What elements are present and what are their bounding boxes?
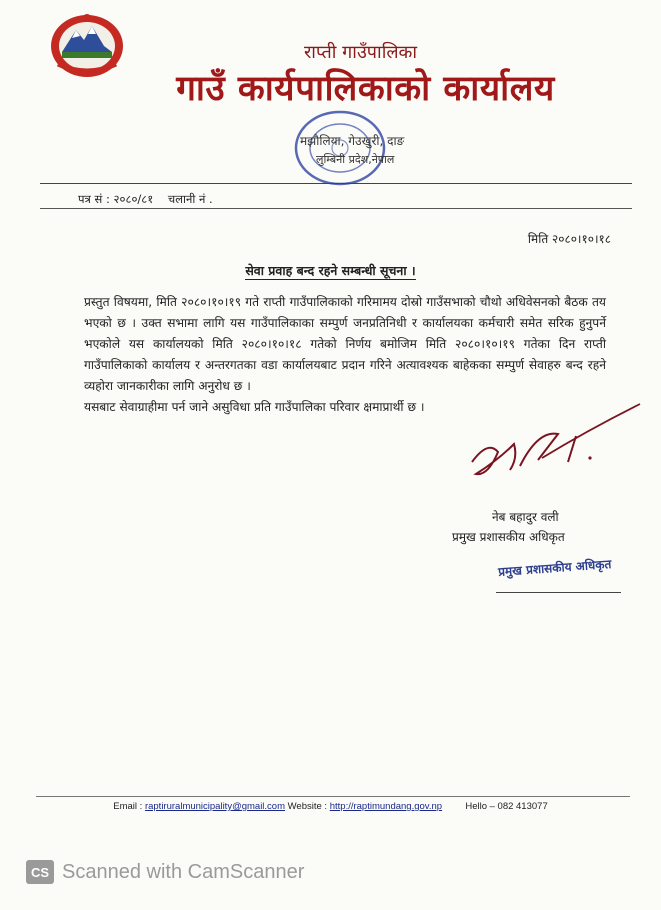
camscanner-watermark [26,860,304,884]
reference-divider [40,208,632,209]
patra-label: पत्र सं : [78,192,110,206]
email-link[interactable]: raptiruralmunicipality@gmail.com [144,801,285,812]
municipality-name: राप्ती गाउँपालिका [303,42,418,63]
subject-text: सेवा प्रवाह बन्द रहने सम्बन्धी सूचना । [245,263,416,278]
body-paragraph-2: यसबाट सेवाग्राहीमा पर्न जाने असुविधा प्रति गाउँपालिका परिवार क्षमाप्रार्थी छ । [84,400,425,414]
header-divider [40,183,632,184]
watermark-text: Scanned with CamScanner [62,860,305,883]
office-title: गाउँ कार्यपालिकाको कार्यालय [176,69,555,109]
website-link[interactable]: http://raptimundang.gov.np [329,801,443,812]
patra-value: २०८०/८१ [113,192,154,206]
website-label: Website : [287,801,328,812]
signatory-name: नेब बहादुर वली [492,510,559,524]
address-line-1: मझौलिया, गेउखुरी, दाङ [300,134,405,148]
handwritten-signature [458,400,648,490]
seal-underline [496,592,621,593]
subject-line [0,262,661,279]
letter-date: मिति २०८०।१०।१८ [527,232,611,246]
reference-line [78,192,213,207]
phone-text: Hello – 082 413077 [465,801,548,812]
body-paragraph-1: प्रस्तुत विषयमा, मिति २०८०।१०।१९ गते राप्ती गाउँपालिकाको गरिमामय दोस्रो गाउँसभाको चौथो अधिवेसनको बैठक तय भएको छ । उक्त सभामा लागि यस गाउँपालिकाका सम्पुर्ण जनप्रतिनिधी र कार्यालयका कर्मचारी समेत सरिक हुनुपर्ने भएकोले यस कार्यालयको मिति २०८०।१०।१८ गतेको निर्णय बमोजिम मिति २०८०।१०।१९ गतेका दिन राप्ती गाउँपालिकाको कार्यालय र अन्तरगतका वडा कार्यालयबाट प्रदान गरिने अत्यावश्यक बाहेकका सम्पुर्ण सेवाहरु बन्द रहने व्यहोरा जानकारीका लागि अनुरोध छ । [84,295,606,393]
footer [0,801,661,812]
designation-seal: प्रमुख प्रशासकीय अधिकृत [497,557,612,579]
footer-divider [36,796,630,797]
address-line-2: लुम्बिनी प्रदेश,नेपाल [316,153,395,166]
camscanner-logo-icon: CS [26,860,54,884]
email-label: Email : [113,801,143,812]
chalani-label: चलानी नं . [167,192,213,206]
signatory-title: प्रमुख प्रशासकीय अधिकृत [452,530,565,544]
